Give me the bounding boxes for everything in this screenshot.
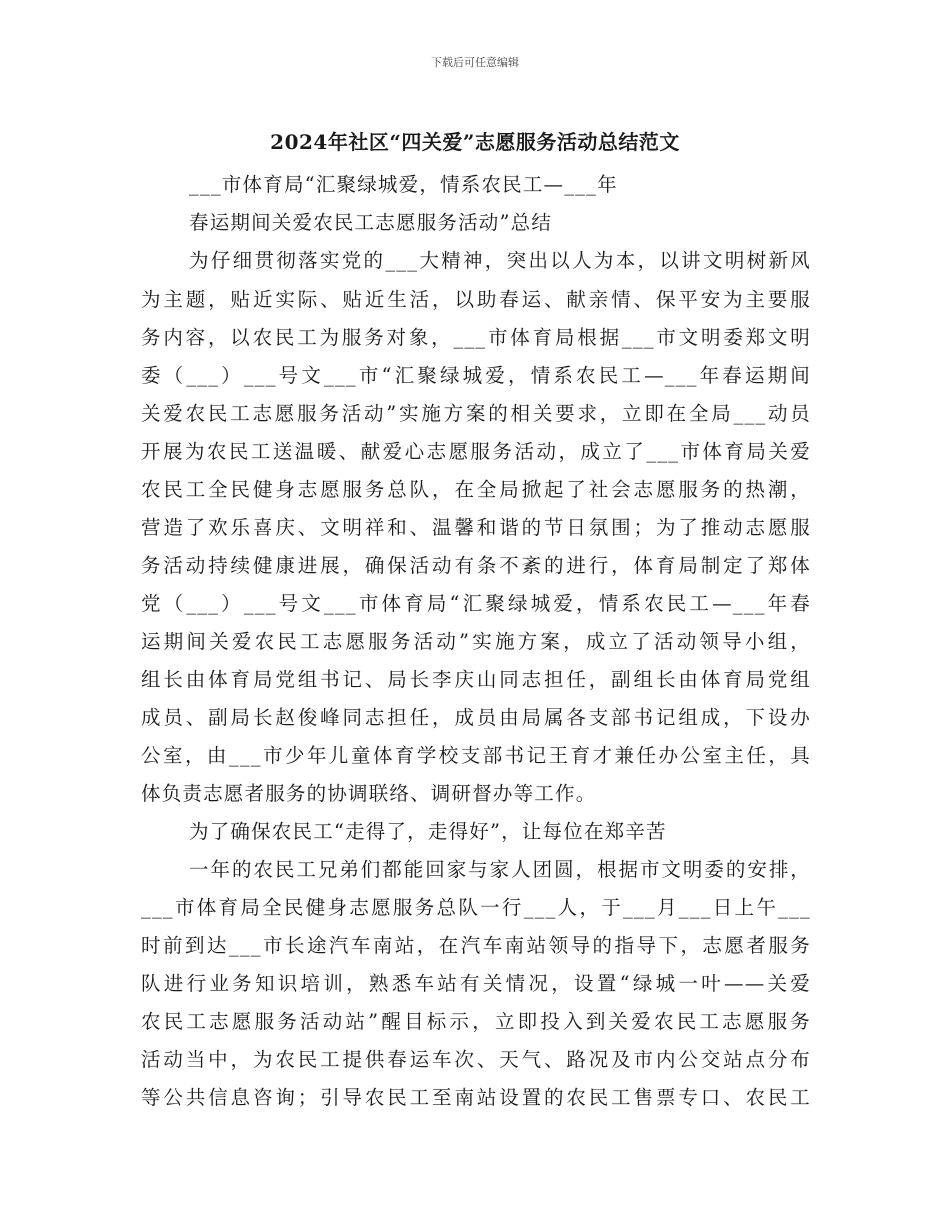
body-line: 运期间关爱农民工志愿服务活动”实施方案，成立了活动领导小组， bbox=[141, 630, 811, 653]
body-line: 一年的农民工兄弟们都能回家与家人团圆，根据市文明委的安排， bbox=[189, 858, 811, 881]
body-line: 时前到达___市长途汽车南站，在汽车南站领导的指导下，志愿者服务 bbox=[141, 934, 811, 957]
body-line: 务活动持续健康进展，确保活动有条不紊的进行，体育局制定了郑体 bbox=[141, 554, 811, 577]
body-line: 委（___）___号文___市“汇聚绿城爱，情系农民工—___年春运期间 bbox=[141, 364, 811, 387]
body-line: 为了确保农民工“走得了，走得好”，让每位在郑辛苦 bbox=[189, 820, 667, 843]
body-line: 营造了欢乐喜庆、文明祥和、温馨和谐的节日氛围；为了推动志愿服 bbox=[141, 516, 811, 539]
body-line: 党（___）___号文___市体育局“汇聚绿城爱，情系农民工—___年春 bbox=[141, 592, 811, 615]
body-line: 等公共信息咨询；引导农民工至南站设置的农民工售票专口、农民工 bbox=[141, 1086, 811, 1109]
body-line: ___市体育局“汇聚绿城爱，情系农民工—___年 bbox=[189, 173, 618, 196]
body-line: 为主题，贴近实际、贴近生活，以助春运、献亲情、保平安为主要服 bbox=[141, 288, 811, 311]
body-line: 公室，由___市少年儿童体育学校支部书记王育才兼任办公室主任，具 bbox=[141, 744, 811, 767]
body-line: 活动当中，为农民工提供春运车次、天气、路况及市内公交站点分布 bbox=[141, 1048, 811, 1071]
body-line: 农民工全民健身志愿服务总队，在全局掀起了社会志愿服务的热潮， bbox=[141, 478, 811, 501]
body-line: 为仔细贯彻落实党的___大精神，突出以人为本，以讲文明树新风 bbox=[189, 249, 811, 272]
body-line: 队进行业务知识培训，熟悉车站有关情况，设置“绿城一叶——关爱 bbox=[141, 972, 811, 995]
body-line: 务内容，以农民工为服务对象，___市体育局根据___市文明委郑文明 bbox=[141, 326, 811, 349]
body-line: ___市体育局全民健身志愿服务总队一行___人，于___月___日上午___ bbox=[141, 896, 811, 919]
body-line: 农民工志愿服务活动站”醒目标示，立即投入到关爱农民工志愿服务 bbox=[141, 1010, 811, 1033]
header-note: 下载后可任意编辑 bbox=[431, 56, 519, 69]
body-line: 开展为农民工送温暖、献爱心志愿服务活动，成立了___市体育局关爱 bbox=[141, 440, 811, 463]
body-line: 组长由体育局党组书记、局长李庆山同志担任，副组长由体育局党组 bbox=[141, 668, 811, 691]
document-title: 2024年社区“四关爱”志愿服务活动总结范文 bbox=[270, 130, 680, 154]
body-line: 春运期间关爱农民工志愿服务活动”总结 bbox=[189, 211, 553, 234]
body-line: 成员、副局长赵俊峰同志担任，成员由局属各支部书记组成，下设办 bbox=[141, 706, 811, 729]
body-line: 关爱农民工志愿服务活动”实施方案的相关要求，立即在全局___动员 bbox=[141, 402, 811, 425]
body-line: 体负责志愿者服务的协调联络、调研督办等工作。 bbox=[141, 782, 597, 805]
